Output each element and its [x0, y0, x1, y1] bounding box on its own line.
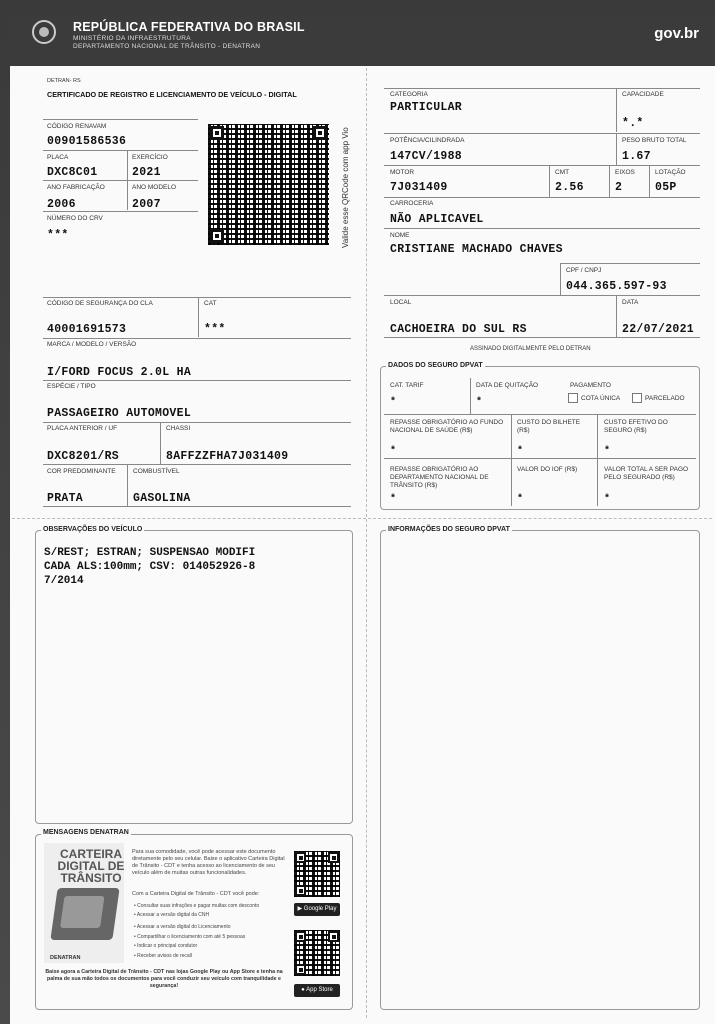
- potencia-label: POTÊNCIA/CILINDRADA: [390, 137, 465, 144]
- header-title: REPÚBLICA FEDERATIVA DO BRASIL: [73, 20, 305, 34]
- combustivel-label: COMBUSTÍVEL: [133, 468, 180, 475]
- cor-label: COR PREDOMINANTE: [47, 468, 116, 475]
- parcelado-checkbox[interactable]: [632, 393, 642, 403]
- data-quitacao-value: *: [476, 397, 483, 408]
- eixos-label: EIXOS: [615, 169, 635, 176]
- cdt-paragraph: Para sua comodidade, você pode acessar este documento diretamente pelo seu celular. Baixe o aplicativo Carteira Digital de Trânsito - CDT e tenha acesso ao licenciamento de seu veículo além de muitas outras funcionalidades.: [132, 849, 285, 876]
- eixos-value: 2: [615, 181, 623, 194]
- cat-label: CAT: [204, 300, 217, 307]
- custo-bilhete-label: CUSTO DO BILHETE (R$): [517, 419, 581, 434]
- cpf-value: 044.365.597-93: [566, 280, 667, 293]
- ano-fabricacao-label: ANO FABRICAÇÃO: [47, 184, 105, 191]
- peso-label: PESO BRUTO TOTAL: [622, 137, 687, 144]
- custo-efetivo-value: *: [604, 446, 611, 457]
- lotacao-label: LOTAÇÃO: [655, 169, 686, 176]
- custo-efetivo-label: CUSTO EFETIVO DO SEGURO (R$): [604, 419, 668, 434]
- cdt-bullet: • Receber avisos de recall: [134, 953, 192, 959]
- crv-label: NÚMERO DO CRV: [47, 215, 103, 222]
- data-value: 22/07/2021: [622, 323, 695, 336]
- validation-qrcode[interactable]: [208, 124, 329, 245]
- categoria-value: PARTICULAR: [390, 101, 463, 114]
- categoria-label: CATEGORIA: [390, 91, 428, 98]
- carroceria-label: CARROCERIA: [390, 200, 434, 207]
- carroceria-value: NÃO APLICAVEL: [390, 213, 484, 226]
- valor-total-value: *: [604, 494, 611, 505]
- cdt-bullet: • Indicar o principal condutor: [134, 943, 198, 949]
- lotacao-value: 05P: [655, 181, 677, 194]
- pagamento-label: PAGAMENTO: [570, 382, 611, 389]
- repasse-fns-label: REPASSE OBRIGATÓRIO AO FUNDO NACIONAL DE SAÚDE (R$): [390, 419, 504, 434]
- local-value: CACHOEIRA DO SUL RS: [390, 323, 527, 336]
- qrcode-caption: Valide esse QRCode com app Vio: [341, 127, 350, 248]
- cdt-pode: Com a Carteira Digital de Trânsito - CDT você pode:: [132, 891, 260, 897]
- chassi-value: 8AFFZZFHA7J031409: [166, 450, 289, 463]
- chassi-label: CHASSI: [166, 425, 191, 432]
- cdt-bullet: • Acessar a versão digital do Licenciamento: [134, 924, 231, 930]
- cat-tarif-label: CAT. TARIF: [390, 382, 424, 389]
- app-store-qrcode[interactable]: [294, 930, 340, 976]
- cat-value: ***: [204, 323, 226, 336]
- phone-illustration-icon: [50, 888, 119, 940]
- cmt-label: CMT: [555, 169, 570, 176]
- combustivel-value: GASOLINA: [133, 492, 191, 505]
- data-quitacao-label: DATA DE QUITAÇÃO: [476, 382, 539, 389]
- cla-value: 40001691573: [47, 323, 127, 336]
- data-label: DATA: [622, 299, 639, 306]
- custo-bilhete-value: *: [517, 446, 524, 457]
- info-dpvat-title: INFORMAÇÕES DO SEGURO DPVAT: [388, 526, 510, 533]
- signature-note: ASSINADO DIGITALMENTE PELO DETRAN: [470, 346, 591, 352]
- capacidade-value: *.*: [622, 117, 644, 130]
- iof-value: *: [517, 494, 524, 505]
- document-title: CERTIFICADO DE REGISTRO E LICENCIAMENTO DE VEÍCULO - DIGITAL: [47, 90, 297, 99]
- repasse-denatran-value: *: [390, 494, 397, 505]
- exercicio-label: EXERCÍCIO: [132, 154, 168, 161]
- cdt-bullet: • Acessar a versão digital da CNH: [134, 912, 210, 918]
- fold-line-vertical: [366, 68, 367, 1018]
- motor-value: 7J031409: [390, 181, 448, 194]
- nome-label: NOME: [390, 232, 410, 239]
- google-play-badge[interactable]: ▶ Google Play: [294, 903, 340, 916]
- exercicio-value: 2021: [132, 166, 161, 179]
- especie-value: PASSAGEIRO AUTOMOVEL: [47, 407, 192, 420]
- especie-label: ESPÉCIE / TIPO: [47, 383, 96, 390]
- cota-unica-checkbox[interactable]: [568, 393, 578, 403]
- nome-value: CRISTIANE MACHADO CHAVES: [390, 243, 563, 256]
- cmt-value: 2.56: [555, 181, 584, 194]
- header-department: DEPARTAMENTO NACIONAL DE TRÂNSITO - DENATRAN: [73, 43, 261, 50]
- ano-modelo-value: 2007: [132, 198, 161, 211]
- app-store-badge[interactable]: ● App Store: [294, 984, 340, 997]
- placa-anterior-value: DXC8201/RS: [47, 450, 120, 463]
- cla-label: CÓDIGO DE SEGURANÇA DO CLA: [47, 300, 153, 307]
- marca-value: I/FORD FOCUS 2.0L HA: [47, 366, 192, 379]
- placa-anterior-label: PLACA ANTERIOR / UF: [47, 425, 118, 432]
- placa-label: PLACA: [47, 154, 69, 161]
- parcelado-label: PARCELADO: [645, 395, 685, 402]
- agency-label: DETRAN- RS: [47, 78, 81, 84]
- iof-label: VALOR DO IOF (R$): [517, 466, 578, 473]
- marca-label: MARCA / MODELO / VERSÃO: [47, 341, 137, 348]
- crv-value: ***: [47, 229, 69, 242]
- cdt-bullet: • Consultar suas infrações e pagar multas com desconto: [134, 903, 260, 909]
- brasao-icon: [32, 20, 56, 44]
- ano-modelo-label: ANO MODELO: [132, 184, 177, 191]
- valor-total-label: VALOR TOTAL A SER PAGO PELO SEGURADO (R$): [604, 466, 689, 481]
- potencia-value: 147CV/1988: [390, 150, 463, 163]
- denatran-logo: DENATRAN: [50, 955, 81, 961]
- renavam-label: CÓDIGO RENAVAM: [47, 123, 107, 130]
- capacidade-label: CAPACIDADE: [622, 91, 664, 98]
- motor-label: MOTOR: [390, 169, 415, 176]
- govbr-logo[interactable]: gov.br: [654, 25, 699, 42]
- observacoes-text: S/REST; ESTRAN; SUSPENSAO MODIFI CADA ALS:100mm; CSV: 014052926-8 7/2014: [44, 547, 256, 587]
- mensagens-title: MENSAGENS DENATRAN: [43, 829, 129, 836]
- cpf-label: CPF / CNPJ: [566, 267, 602, 274]
- cdt-footer: Baixe agora a Carteira Digital de Trânsito - CDT nas lojas Google Play ou App Store e tenha na palma de sua mão todos os documentos para você conduzir seu veículo com tranquilidade e segurança!: [45, 969, 283, 989]
- cdt-title: CARTEIRA DIGITAL DE TRÂNSITO: [57, 847, 125, 885]
- cor-value: PRATA: [47, 492, 84, 505]
- header-ministry: MINISTÉRIO DA INFRAESTRUTURA: [73, 35, 191, 42]
- cat-tarif-value: *: [390, 397, 397, 408]
- observacoes-title: OBSERVAÇÕES DO VEÍCULO: [43, 526, 143, 533]
- placa-value: DXC8C01: [47, 166, 98, 179]
- repasse-fns-value: *: [390, 446, 397, 457]
- dpvat-title: DADOS DO SEGURO DPVAT: [388, 362, 483, 369]
- fold-line-horizontal: [12, 518, 712, 519]
- cota-unica-label: COTA ÚNICA: [581, 395, 621, 402]
- renavam-value: 00901586536: [47, 135, 127, 148]
- info-dpvat-box: [380, 530, 700, 1010]
- google-play-qrcode[interactable]: [294, 851, 340, 897]
- cdt-bullet: • Compartilhar o licenciamento com até 5 pessoas: [134, 934, 246, 940]
- repasse-denatran-label: REPASSE OBRIGATÓRIO AO DEPARTAMENTO NACIONAL DE TRÂNSITO (R$): [390, 466, 489, 489]
- peso-value: 1.67: [622, 150, 651, 163]
- local-label: LOCAL: [390, 299, 412, 306]
- ano-fabricacao-value: 2006: [47, 198, 76, 211]
